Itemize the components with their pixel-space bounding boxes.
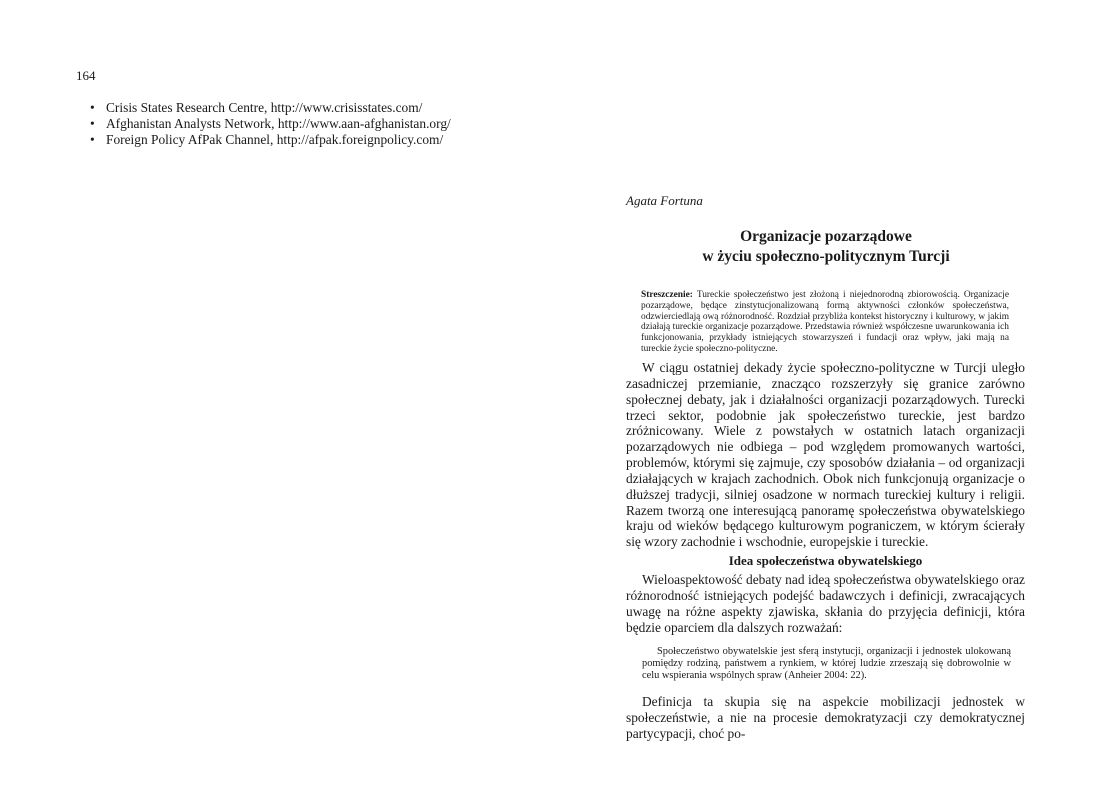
abstract-text: Tureckie społeczeństwo jest złożoną i niejednorodną zbiorowością. Organizacje pozarządowe, będące zinstytucjonalizowaną formą aktywności członków społeczeństwa, odzwierciedlają ową różnorodność. Rozdział przybliża kontekst historyczny i kulturowy, w jakim działają tureckie organizacje pozarządowe. Przedstawia również współczesne uwarunkowania ich funkcjonowania, przykłady istniejących stowarzyszeń i fundacji oraz wpływ, jaki mają na tureckie życie społeczno-polityczne.: [641, 290, 1009, 354]
right-page: [550, 0, 1100, 796]
list-item: • Crisis States Research Centre, http://www.crisisstates.com/: [90, 100, 451, 116]
quote-text: Społeczeństwo obywatelskie jest sferą instytucji, organizacji i jednostek ulokowaną pomiędzy rodziną, państwem a rynkiem, w której ludzie zrzeszają się dobrowolnie w celu wspierania wspólnych spraw (Anheier 2004: 22).: [642, 645, 1011, 681]
paragraph: W ciągu ostatniej dekady życie społeczno-polityczne w Turcji uległo zasadniczej przemianie, znacząco rozszerzyły się granice zarówno społecznej debaty, jak i działalności organizacji pozarządowych. Turecki trzeci sektor, podobnie jak społeczeństwo tureckie, jest bardzo zróżnicowany. Wiele z powstałych w ostatnich latach organizacji pozarządowych nie odbiega – pod względem promowanych wartości, problemów, którymi się zajmuje, czy sposobów działania – od organizacji działających w krajach zachodnich. Obok nich funkcjonują organizacje o dłuższej tradycji, silniej osadzone w normach tureckiej kultury i religii. Razem tworzą one interesującą panoramę społeczeństwa obywatelskiego kraju od wieków będącego kulturowym pograniczem, w którym ścierały się wzory zachodnie i wschodnie, europejskie i tureckie.: [626, 360, 1025, 550]
title-line: Organizacje pozarządowe: [740, 228, 912, 245]
abstract-label: Streszczenie:: [641, 290, 693, 300]
body-text: [626, 360, 1025, 742]
links-list: [90, 100, 451, 148]
section-heading: Idea społeczeństwa obywatelskiego: [728, 553, 923, 569]
block-quote: [642, 646, 1011, 683]
list-item: • Afghanistan Analysts Network, http://www.aan-afghanistan.org/: [90, 116, 451, 132]
list-item: • Foreign Policy AfPak Channel, http://afpak.foreignpolicy.com/: [90, 132, 451, 148]
page-number: 164: [76, 68, 96, 83]
abstract: [641, 290, 1009, 355]
paragraph: Definicja ta skupia się na aspekcie mobilizacji jednostek w społeczeństwie, a nie na procesie demokratyzacji czy demokratycznej partycypacji, choć po-: [626, 694, 1025, 741]
author-name: Agata Fortuna: [626, 193, 703, 208]
paragraph: Wieloaspektowość debaty nad ideą społeczeństwa obywatelskiego oraz różnorodność istniejących podejść badawczych i definicji, zwracających uwagę na różne aspekty zjawiska, skłania do przyjęcia definicji, która będzie oparciem dla dalszych rozważań:: [626, 572, 1025, 635]
chapter-title: [626, 227, 1026, 267]
title-line: w życiu społeczno-politycznym Turcji: [702, 248, 950, 265]
